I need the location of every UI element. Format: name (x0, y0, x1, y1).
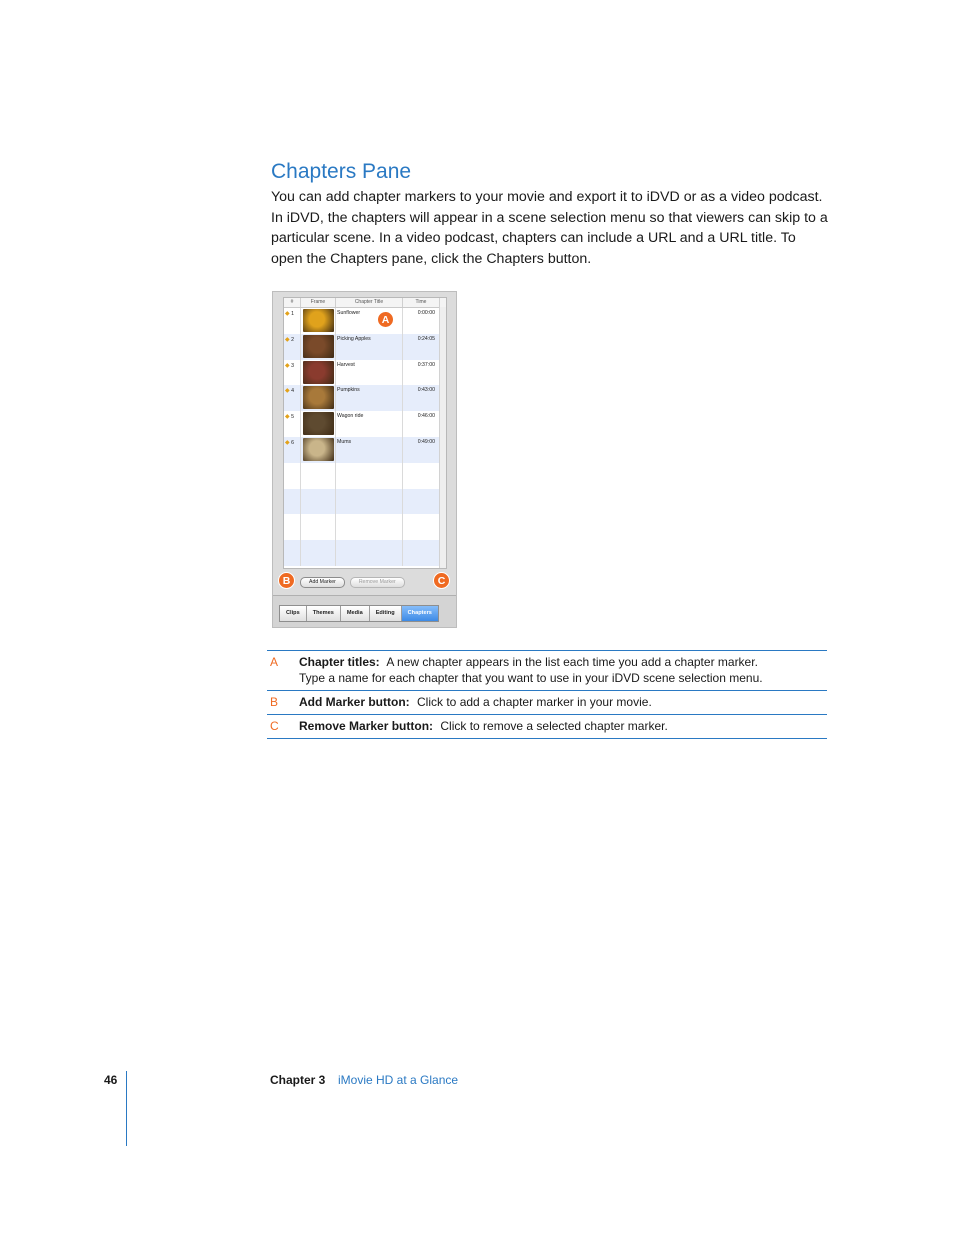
tab-editing[interactable]: Editing (370, 606, 402, 621)
chapter-title[interactable]: Pumpkins (336, 385, 403, 411)
intro-paragraph: You can add chapter markers to your movie and export it to iDVD or as a video podcast. In iDVD, the chapters will appear in a scene selection menu so that viewers can skip to a particular scene. In a video podcast, chapters can include a URL and a URL title. To open the Chapters pane, click the Chapters button. (271, 189, 828, 267)
legend-letter: C (270, 719, 279, 733)
chapter-marker-icon: ◆ (285, 336, 290, 343)
legend-row-b (267, 691, 827, 715)
table-header (284, 298, 446, 308)
column-header-time: Time (403, 298, 440, 307)
footer-chapter-title: iMovie HD at a Glance (338, 1073, 459, 1087)
tab-media[interactable]: Media (341, 606, 370, 621)
tab-themes[interactable]: Themes (307, 606, 341, 621)
chapter-marker-icon: ◆ (285, 362, 290, 369)
frame-thumbnail (303, 412, 334, 435)
chapter-title[interactable]: Wagon ride (336, 411, 403, 437)
frame-thumbnail (303, 361, 334, 384)
chapter-number: 5 (291, 414, 294, 421)
chapter-number: 1 (291, 311, 294, 317)
empty-row (284, 514, 446, 540)
callout-legend (267, 650, 827, 739)
callout-a: A (377, 311, 394, 328)
empty-row (284, 489, 446, 515)
chapter-time: 0:43:00 (403, 385, 440, 411)
chapter-rows (284, 308, 446, 566)
chapters-pane-screenshot (272, 291, 457, 628)
chapter-time: 0:24:05 (403, 334, 440, 360)
chapter-time: 0:00:00 (403, 308, 440, 334)
chapter-number: 6 (291, 439, 294, 446)
section-heading: Chapters Pane (271, 160, 412, 183)
vertical-scrollbar[interactable] (439, 307, 446, 568)
legend-letter: B (270, 695, 279, 709)
callout-b: B (278, 572, 295, 589)
chapter-time: 0:37:00 (403, 360, 440, 386)
legend-term: Remove Marker button: (299, 719, 434, 733)
chapter-title[interactable]: Sunflower (336, 308, 403, 334)
table-row[interactable] (284, 437, 446, 463)
empty-row (284, 540, 446, 566)
chapter-marker-icon: ◆ (285, 311, 290, 317)
column-header-num: # (284, 298, 301, 307)
tab-clips[interactable]: Clips (280, 606, 307, 621)
chapter-time: 0:46:00 (403, 411, 440, 437)
column-header-frame: Frame (301, 298, 336, 307)
chapter-title[interactable]: Harvest (336, 360, 403, 386)
chapter-title[interactable]: Mums (336, 437, 403, 463)
chapter-marker-icon: ◆ (285, 388, 290, 395)
chapter-marker-icon: ◆ (285, 414, 290, 421)
table-row[interactable] (284, 360, 446, 386)
chapter-marker-icon: ◆ (285, 439, 290, 446)
add-marker-button[interactable]: Add Marker (300, 577, 345, 588)
chapters-table (283, 297, 447, 569)
frame-thumbnail (303, 438, 334, 461)
legend-description: Click to remove a selected chapter marker. (440, 719, 668, 733)
frame-thumbnail (303, 386, 334, 409)
table-row[interactable] (284, 334, 446, 360)
pane-tab-bar (273, 595, 456, 628)
marker-buttons (300, 577, 405, 588)
empty-row (284, 463, 446, 489)
column-header-title: Chapter Title (336, 298, 403, 307)
pane-tabs (279, 605, 439, 622)
footer-chapter-label: Chapter 3 (270, 1073, 326, 1087)
legend-description: Click to add a chapter marker in your movie. (417, 695, 652, 709)
frame-thumbnail (303, 309, 334, 332)
legend-description: A new chapter appears in the list each time you add a chapter marker. (386, 655, 758, 669)
footer-rule (126, 1071, 127, 1146)
remove-marker-button[interactable]: Remove Marker (350, 577, 405, 588)
table-row[interactable] (284, 385, 446, 411)
legend-term: Add Marker button: (299, 695, 410, 709)
legend-row-a (267, 651, 827, 691)
chapter-number: 3 (291, 362, 294, 369)
chapter-title[interactable]: Picking Apples (336, 334, 403, 360)
callout-c: C (433, 572, 450, 589)
chapter-number: 4 (291, 388, 294, 395)
table-row[interactable] (284, 308, 446, 334)
legend-term: Chapter titles: (299, 655, 380, 669)
table-row[interactable] (284, 411, 446, 437)
tab-chapters[interactable]: Chapters (402, 606, 438, 621)
legend-letter: A (270, 655, 279, 669)
chapter-time: 0:49:00 (403, 437, 440, 463)
legend-row-c (267, 715, 827, 739)
frame-thumbnail (303, 335, 334, 358)
chapter-number: 2 (291, 336, 294, 343)
legend-description-continued: Type a name for each chapter that you want to use in your iDVD scene selection menu. (299, 671, 763, 685)
page-number: 46 (104, 1073, 118, 1087)
